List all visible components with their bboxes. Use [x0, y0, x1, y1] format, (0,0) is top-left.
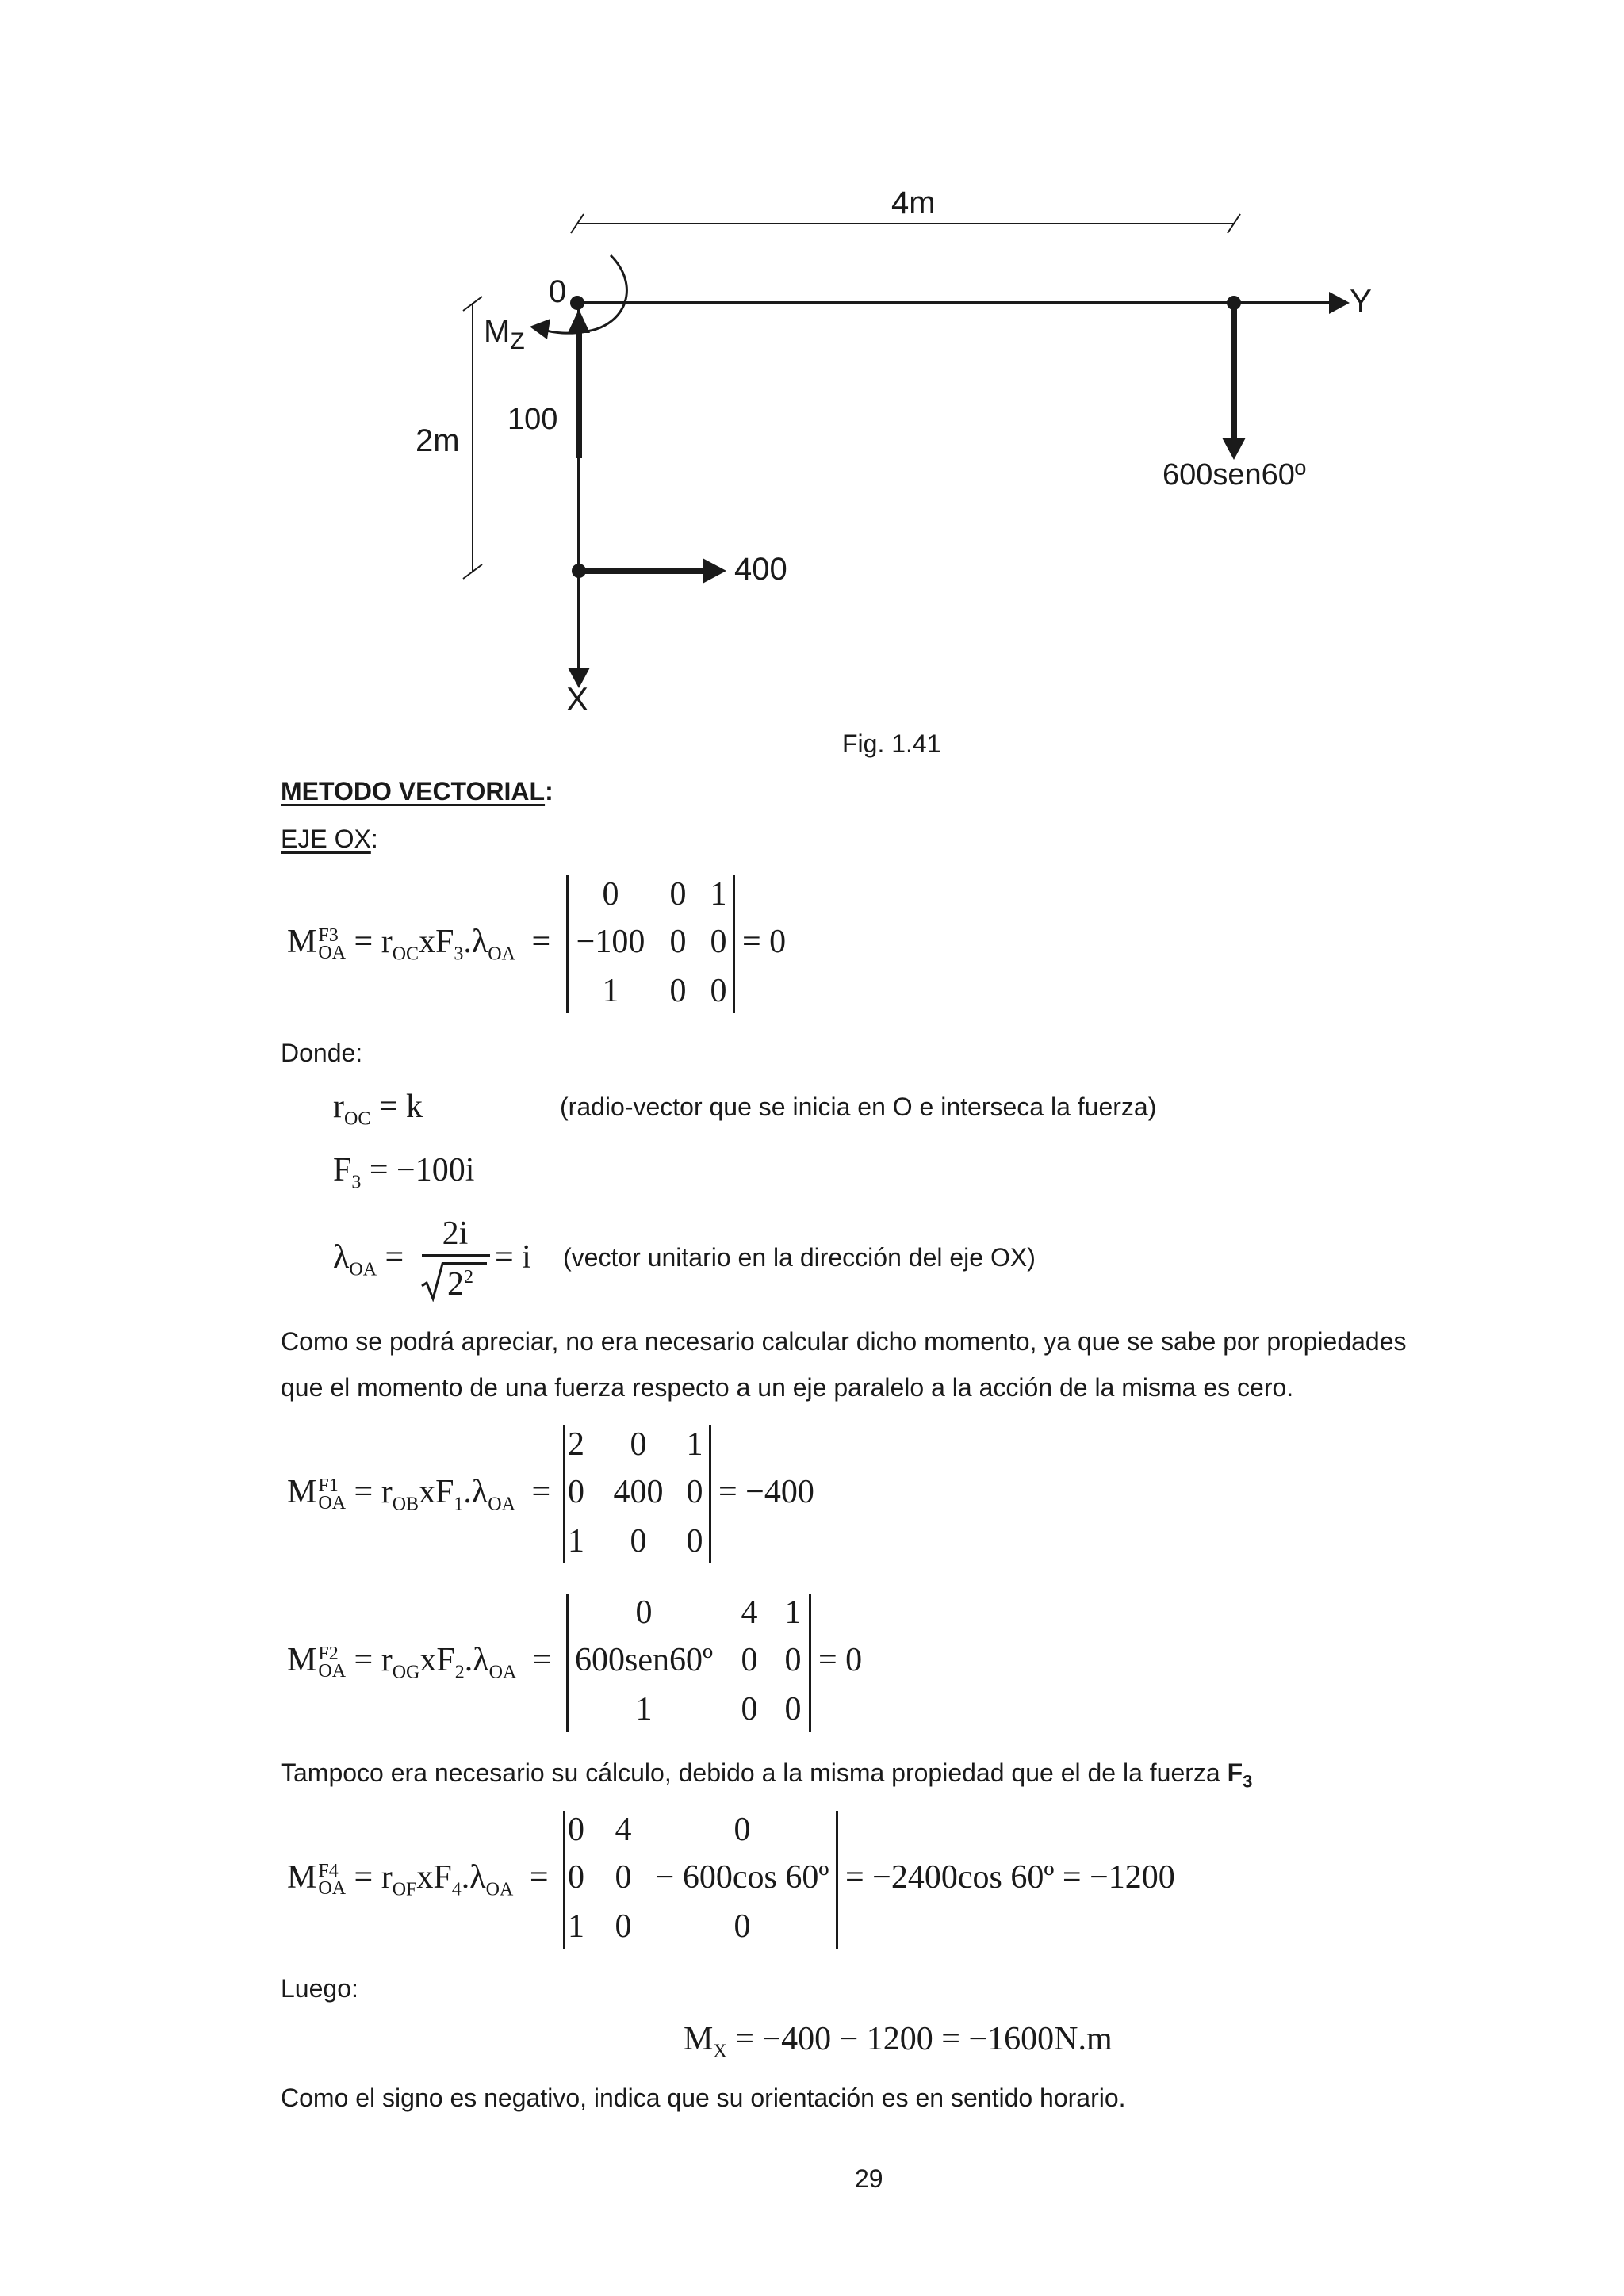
eq2-cell: 0 — [686, 1474, 703, 1510]
eq3-cell: 0 — [741, 1642, 758, 1678]
method-heading: METODO VECTORIAL: — [281, 777, 553, 806]
dimension-label-4m: 4m — [891, 186, 936, 220]
eq1-lhs: M F3 OA = $r_{OC}xF_3.\lambda_{OA}$ = — [287, 924, 551, 965]
eq1-cell: 0 — [669, 876, 687, 913]
eq2-cell: 0 — [630, 1426, 647, 1463]
eq1-cell: 1 — [602, 973, 619, 1009]
eq3-lhs: M F2 OA = $r_{OG}xF_2.\lambda_{OA}$ = — [287, 1642, 552, 1683]
force-600-arrowhead — [1222, 438, 1246, 460]
eq2-cell: 1 — [686, 1426, 703, 1463]
eq2-cell: 0 — [686, 1523, 703, 1559]
lambda-numerator: 2i — [442, 1215, 469, 1252]
eq3-det-left — [566, 1594, 569, 1732]
eq1-cell: 0 — [602, 876, 619, 913]
eq4-cell: − 600cos 60º — [655, 1859, 829, 1896]
eq1-cell: 0 — [669, 924, 687, 960]
eq1-cell: −100 — [576, 924, 645, 960]
lambda-result: = i — [495, 1239, 531, 1276]
eq4-cell: 0 — [615, 1859, 632, 1896]
y-axis-label: Y — [1350, 282, 1373, 320]
lambda-denominator: $2^2$ — [447, 1266, 473, 1303]
eq4-cell: 4 — [615, 1812, 632, 1848]
sqrt-icon — [420, 1262, 444, 1302]
eq1-cell: 1 — [710, 876, 727, 913]
eq4-cell: 0 — [615, 1908, 632, 1945]
eq3-cell: 0 — [784, 1642, 802, 1678]
eq3-cell: 0 — [784, 1691, 802, 1728]
force-400-label: 400 — [734, 552, 787, 587]
force-400-arrowhead — [703, 558, 726, 584]
eq2-cell: 0 — [630, 1523, 647, 1559]
eq4-det-right — [836, 1811, 838, 1949]
eq3-cell: 1 — [784, 1594, 802, 1631]
x-axis-label: X — [566, 680, 589, 718]
dimension-label-2m: 2m — [416, 423, 460, 458]
lambda-note: (vector unitario en la dirección del eje OX) — [563, 1243, 1036, 1272]
paragraph-line: Como el signo es negativo, indica que su orientación es en sentido horario. — [281, 2084, 1126, 2112]
y-axis-arrowhead — [1329, 292, 1350, 314]
eq2-cell: 1 — [568, 1523, 584, 1559]
eq1-cell: 0 — [710, 924, 727, 960]
axis-heading: EJE OX: — [281, 825, 378, 853]
final-result: $M_X = -400 - 1200 = -1600N.m$ — [684, 2021, 1113, 2062]
eq3-result: = 0 — [818, 1642, 863, 1678]
paragraph-line: Tampoco era necesario su cálculo, debido a la misma propiedad que el de la fuerza $F_3$ — [281, 1758, 1253, 1792]
page-number: 29 — [855, 2164, 883, 2193]
eq2-lhs: M F1 OA = $r_{OB}xF_1.\lambda_{OA}$ = — [287, 1474, 551, 1515]
eq3-cell: 600sen60º — [574, 1642, 713, 1678]
eq4-cell: 0 — [733, 1908, 751, 1945]
roc-note: (radio-vector que se inicia en O e interseca la fuerza) — [560, 1093, 1157, 1121]
eq4-cell: 1 — [568, 1908, 584, 1945]
f3-definition: $F_3 = -100i$ — [333, 1152, 475, 1193]
luego-label: Luego: — [281, 1974, 358, 2003]
donde-label: Donde: — [281, 1039, 363, 1067]
origin-label: 0 — [549, 274, 567, 309]
lambda-definition: $\lambda_{OA}$ = — [333, 1239, 404, 1280]
figure-1-41 — [0, 0, 1624, 793]
roc-definition: $r_{OC} = k$ — [333, 1089, 423, 1130]
paragraph-line: que el momento de una fuerza respecto a un eje paralelo a la acción de la misma es cero. — [281, 1373, 1294, 1402]
eq2-det-left — [563, 1425, 565, 1563]
lambda-fraction-bar — [422, 1254, 490, 1257]
eq1-cell: 0 — [710, 973, 727, 1009]
eq4-cell: 0 — [733, 1812, 751, 1848]
moment-mz-arrowhead — [530, 319, 550, 339]
paragraph-line: Como se podrá apreciar, no era necesario calcular dicho momento, ya que se sabe por propiedades — [281, 1327, 1407, 1356]
eq4-cell: 0 — [568, 1859, 584, 1896]
force-600-label: 600sen60º — [1162, 458, 1306, 492]
eq1-result: = 0 — [742, 924, 787, 960]
figure-caption: Fig. 1.41 — [842, 729, 941, 758]
eq1-cell: 0 — [669, 973, 687, 1009]
eq3-cell: 1 — [635, 1691, 653, 1728]
eq2-cell: 2 — [568, 1426, 584, 1463]
eq1-det-left — [566, 875, 569, 1013]
eq3-cell: 0 — [741, 1691, 758, 1728]
point-origin — [570, 296, 584, 310]
point-f — [1227, 296, 1241, 310]
eq3-cell: 0 — [635, 1594, 653, 1631]
moment-mz-label: $M_Z$ — [484, 314, 525, 354]
sqrt-bar — [442, 1262, 487, 1265]
eq3-cell: 4 — [741, 1594, 758, 1631]
eq2-cell: 400 — [613, 1474, 664, 1510]
eq2-result: = −400 — [718, 1474, 814, 1510]
eq4-result: = −2400cos 60º = −1200 — [845, 1859, 1175, 1896]
force-100-arrowhead — [568, 309, 590, 333]
eq2-cell: 0 — [568, 1474, 584, 1510]
eq4-det-left — [563, 1811, 565, 1949]
eq3-det-right — [809, 1594, 811, 1732]
eq4-cell: 0 — [568, 1812, 584, 1848]
force-100-label: 100 — [508, 403, 558, 436]
eq4-lhs: M F4 OA = $r_{OF}xF_4.\lambda_{OA}$ = — [287, 1859, 549, 1900]
